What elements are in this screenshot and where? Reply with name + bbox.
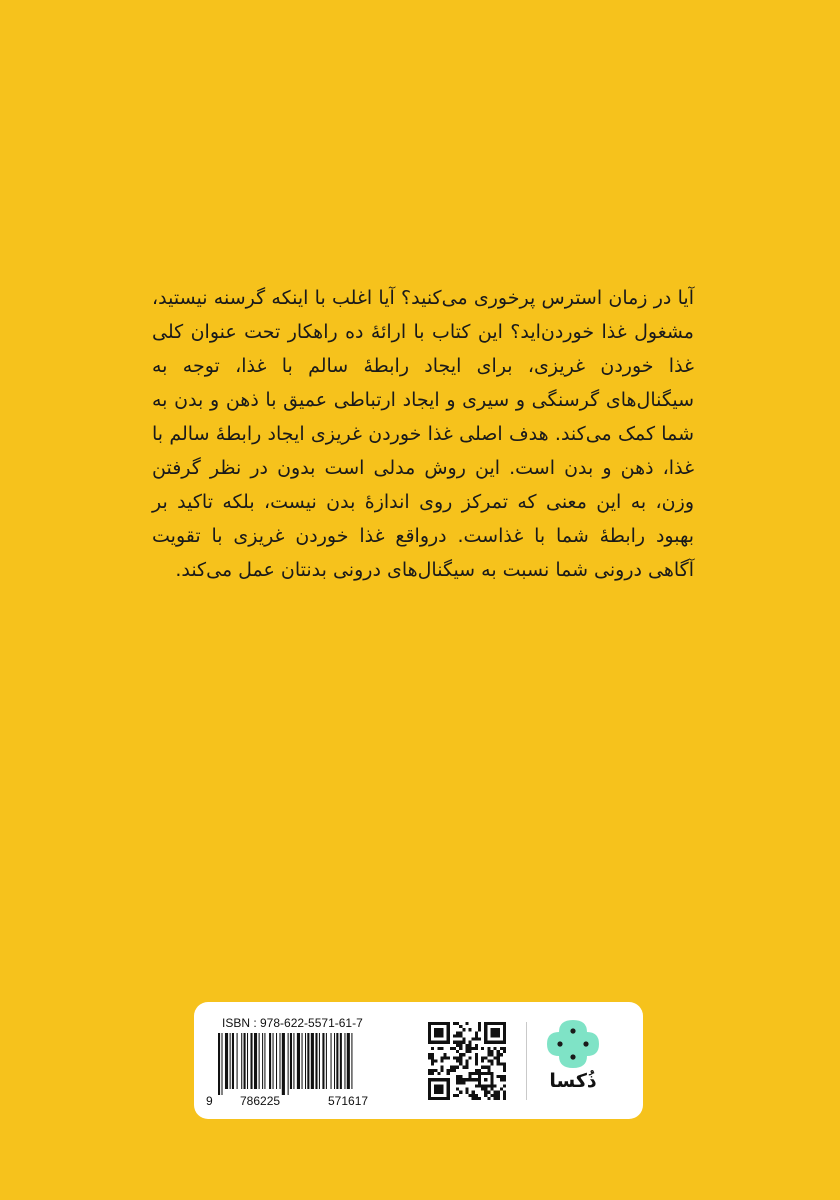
barcode-digits-right: 571617: [328, 1094, 369, 1108]
divider: [526, 1022, 527, 1100]
four-petal-flower-icon: [547, 1018, 599, 1070]
isbn-label: ISBN : 978-622-5571-61-7: [222, 1016, 363, 1030]
publisher-name: ذُکسا: [549, 1070, 597, 1092]
barcode-bars: [218, 1033, 398, 1095]
blurb-text: آیا در زمان استرس پرخوری می‌کنید؟ آیا اغلب با اینکه گرسنه نیستید، مشغول غذا خوردن‌اید؟ این کتاب با ارائهٔ ده راهکار تحت عنوان کلی غذا خوردن غریزی، برای ایجاد رابطهٔ سالم با غذا، توجه به سیگنال‌های گرسنگی و سیری و ایجاد ارتباطی عمیق با ذهن و بدن به شما کمک می‌کند. هدف اصلی غذا خوردن غریزی ایجاد رابطهٔ سالم با غذا، ذهن و بدن است. این روش مدلی است بدون در نظر گرفتن وزن، به این معنی که تمرکز روی اندازهٔ بدن نیست، بلکه تاکید بر بهبود رابطهٔ شما با غذاست. درواقع غذا خوردن غریزی با تقویت آگاهی درونی شما نسبت به سیگنال‌های درونی بدنتان عمل می‌کند.: [152, 287, 694, 581]
book-info-box: [194, 1002, 643, 1119]
isbn-barcode: [204, 1016, 402, 1108]
barcode-digit-first: 9: [206, 1094, 213, 1108]
qr-code-icon: [426, 1022, 508, 1100]
barcode-digits-left: 786225: [240, 1094, 281, 1108]
barcode-digits: [204, 1094, 402, 1108]
